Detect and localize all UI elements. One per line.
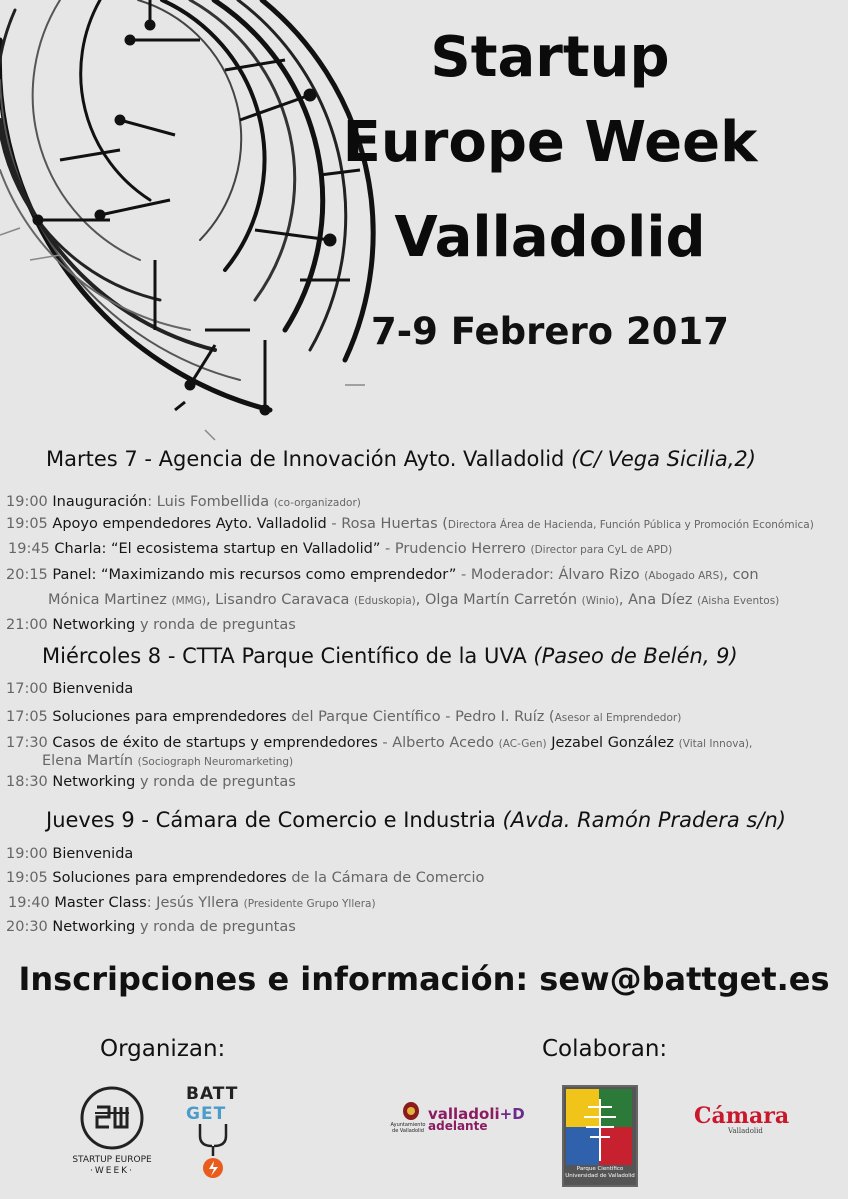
sew-logo [62,1085,162,1180]
tree-icon [566,1089,634,1165]
title-line-1: Startup [430,25,670,90]
row-note: (Presidente Grupo Yllera) [243,898,376,910]
camara-logo [694,1103,804,1143]
row-speaker: : Jesús Yllera [146,895,244,911]
day-heading-miercoles [42,644,738,668]
sew-logo-mark [77,1085,147,1151]
schedule-row [6,774,296,790]
schedule-row [6,919,296,935]
row-time: 19:40 [8,895,50,911]
parque-text: Parque Científico Universidad de Valladolid [565,1166,635,1179]
organizan-label: Organizan: [100,1036,226,1062]
day-title: Miércoles 8 - CTTA Parque Científico de la UVA [42,644,527,668]
row-time: 19:45 [8,541,50,557]
row-note: Directora Área de Hacienda, Función Pública y Promoción Económica) [447,519,814,531]
row-time: 18:30 [6,774,48,790]
row-speaker: y ronda de preguntas [135,919,296,935]
row-title: Master Class [54,895,147,911]
battget-text-1: BATT [186,1084,239,1104]
camara-subtitle: Valladolid [728,1127,763,1135]
row-title: Bienvenida [52,681,134,697]
schedule-row [6,516,814,532]
row-speaker: del Parque Científico - Pedro I. Ruíz ( [286,709,555,725]
day-location: (Avda. Ramón Pradera s/n) [502,808,786,832]
row-speaker: : Luis Fombellida [147,494,274,510]
day-title: Jueves 9 - Cámara de Comercio e Industria [46,808,496,832]
ayuntamiento-text: Ayuntamiento de Valladolid [390,1122,426,1134]
row-time: 19:00 [6,494,48,510]
sew-logo-text-2: ·WEEK· [90,1166,134,1176]
title-line-3: Valladolid [394,205,706,270]
row-title: Casos de éxito de startups y emprendedores [52,735,378,751]
row-title: Networking [52,617,136,633]
day-heading-martes [46,447,756,471]
registration-info: Inscripciones e información: sew@battget.es [18,960,830,998]
row-speaker: - Rosa Huertas ( [326,516,448,532]
row-note: (Abogado ARS) [644,570,724,582]
row-speaker: de la Cámara de Comercio [286,870,485,886]
row-speaker: - Moderador: Álvaro Rizo [456,567,645,583]
day-title: Martes 7 - Agencia de Innovación Ayto. Valladolid [46,447,565,471]
day-location: (C/ Vega Sicilia,2) [571,447,756,471]
row-time: 21:00 [6,617,48,633]
schedule-row [6,617,296,633]
row-time: 17:30 [6,735,48,751]
row-speaker: - Alberto Acedo [377,735,499,751]
row-time: 20:30 [6,919,48,935]
row-title: Apoyo empendedores Ayto. Valladolid [52,516,327,532]
city-crest-icon [398,1101,424,1121]
row-note-2: (Vital Innova), [678,738,753,750]
row-speaker: y ronda de preguntas [135,774,296,790]
valladolid-wordmark: valladoli+D [428,1105,525,1123]
day-heading-jueves [46,808,786,832]
valladolid-adelante-logo [388,1101,525,1137]
schedule-row [6,870,484,886]
row-speaker: y ronda de preguntas [135,617,296,633]
schedule-row [6,846,133,862]
battget-text-2: GET [186,1104,227,1124]
row-time: 19:05 [6,870,48,886]
parque-cientifico-logo [562,1085,638,1187]
battget-logo [186,1084,246,1184]
row-time: 17:00 [6,681,48,697]
row-title: Soluciones para emprendedores [52,870,287,886]
schedule-row [6,567,759,583]
row-time: 17:05 [6,709,48,725]
row-title: Bienvenida [52,846,134,862]
row-note: (AC-Gen) [498,738,547,750]
schedule-row [6,681,133,697]
adelante-text: adelante [428,1119,488,1133]
row-note: Asesor al Emprendedor) [554,712,682,724]
row-time: 19:00 [6,846,48,862]
circuit-arcs-graphic [0,0,380,450]
row-title: Networking [52,919,136,935]
schedule-row [6,735,752,751]
colaboran-label: Colaboran: [542,1036,668,1062]
title-line-2: Europe Week [342,110,758,175]
row-speaker: - Prudencio Herrero [380,541,531,557]
row-title: Soluciones para emprendedores [52,709,287,725]
row-extra: , con [723,567,759,583]
schedule-row [8,895,376,911]
day-location: (Paseo de Belén, 9) [533,644,738,668]
event-dates: 7-9 Febrero 2017 [371,310,729,353]
row-title: Inauguración [52,494,148,510]
row-extra: Jezabel González [546,735,679,751]
schedule-row-continued: Elena Martín (Sociograph Neuromarketing) [42,753,294,769]
schedule-row [8,541,672,557]
schedule-row-continued: Mónica Martinez (MMG), Lisandro Caravaca (Eduskopia), Olga Martín Carretón (Winio), Ana Díez (Aisha Eventos) [48,592,780,608]
row-title: Charla: “El ecosistema startup en Valladolid” [54,541,381,557]
row-time: 19:05 [6,516,48,532]
row-note: (Director para CyL de APD) [530,544,673,556]
schedule-row [6,709,681,725]
battget-plug-icon [186,1124,246,1180]
row-note: (co-organizador) [273,497,361,509]
sew-logo-text-1: STARTUP EUROPE [72,1155,152,1165]
row-title: Panel: “Maximizando mis recursos como emprendedor” [52,567,457,583]
row-time: 20:15 [6,567,48,583]
row-title: Networking [52,774,136,790]
camara-wordmark: Cámara [694,1103,790,1129]
schedule-row [6,494,361,510]
